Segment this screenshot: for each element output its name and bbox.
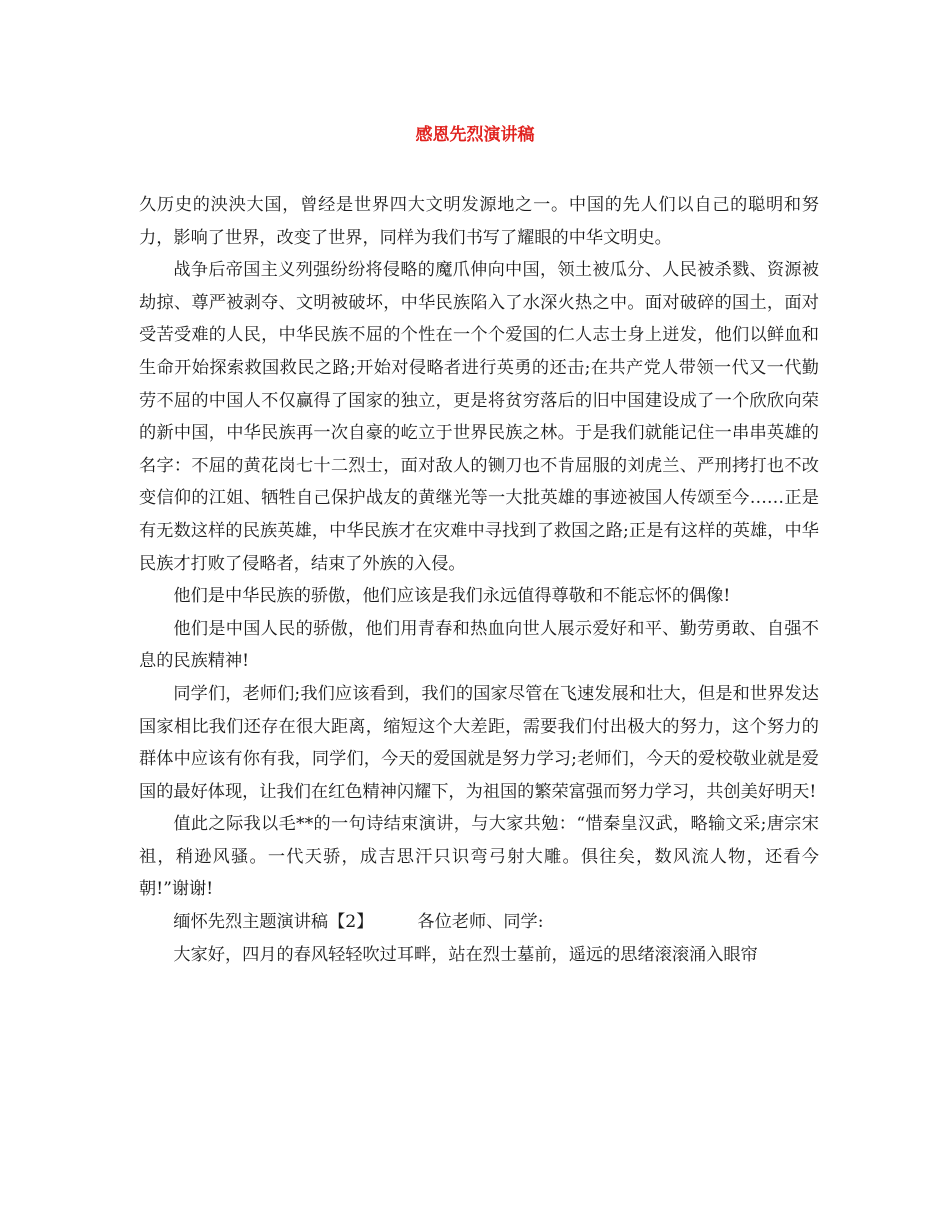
section-heading-line bbox=[139, 906, 819, 939]
paragraph-4: 他们是中国人民的骄傲，他们用青春和热血向世人展示爱好和平、勤劳勇敢、自强不息的民族精神! bbox=[139, 618, 819, 672]
greeting: 各位老师、同学: bbox=[417, 912, 544, 933]
paragraph-2: 战争后帝国主义列强纷纷将侵略的魔爪伸向中国，领土被瓜分、人民被杀戮、资源被劫掠、尊严被剥夺、文明被破坏，中华民族陷入了水深火热之中。面对破碎的国土，面对受苦受难的人民，中华民族不屈的个性在一个个爱国的仁人志士身上迸发，他们以鲜血和生命开始探索救国救民之路;开始对侵略者进行英勇的还击;在共产党人带领一代又一代勤劳不屈的中国人不仅赢得了国家的独立，更是将贫穷落后的旧中国建设成了一个欣欣向荣的新中国，中华民族再一次自豪的屹立于世界民族之林。于是我们就能记住一串串英雄的名字：不屈的黄花岗七十二烈士，面对敌人的铡刀也不肯屈服的刘虎兰、严刑拷打也不改变信仰的江姐、牺牲自己保护战友的黄继光等一大批英雄的事迹被国人传颂至今……正是有无数这样的民族英雄，中华民族才在灾难中寻找到了救国之路;正是有这样的英雄，中华民族才打败了侵略者，结束了外族的入侵。 bbox=[139, 260, 819, 574]
document-title: 感恩先烈演讲稿 bbox=[415, 125, 535, 145]
paragraph-last: 大家好，四月的春风轻轻吹过耳畔，站在烈士墓前，遥远的思绪滚滚涌入眼帘 bbox=[173, 944, 758, 965]
paragraph-1: 久历史的泱泱大国，曾经是世界四大文明发源地之一。中国的先人们以自己的聪明和努力，影响了世界，改变了世界，同样为我们书写了耀眼的中华文明史。 bbox=[139, 195, 819, 248]
paragraph-5: 同学们，老师们;我们应该看到，我们的国家尽管在飞速发展和壮大，但是和世界发达国家相比我们还存在很大距离，缩短这个大差距，需要我们付出极大的努力，这个努力的群体中应该有你有我，同学们，今天的爱国就是努力学习;老师们，今天的爱校敬业就是爱国的最好体现，让我们在红色精神闪耀下，为祖国的繁荣富强而努力学习，共创美好明天! bbox=[139, 683, 819, 802]
section-heading: 缅怀先烈主题演讲稿【2】 bbox=[173, 912, 374, 933]
paragraph-6: 值此之际我以毛**的一句诗结束演讲，与大家共勉：“惜秦皇汉武，略输文采;唐宗宋祖，稍逊风骚。一代天骄，成吉思汗只识弯弓射大雕。俱往矣，数风流人物，还看今朝!”谢谢! bbox=[139, 814, 819, 900]
document-body bbox=[139, 189, 819, 971]
paragraph-3: 他们是中华民族的骄傲，他们应该是我们永远值得尊敬和不能忘怀的偶像! bbox=[173, 586, 731, 607]
